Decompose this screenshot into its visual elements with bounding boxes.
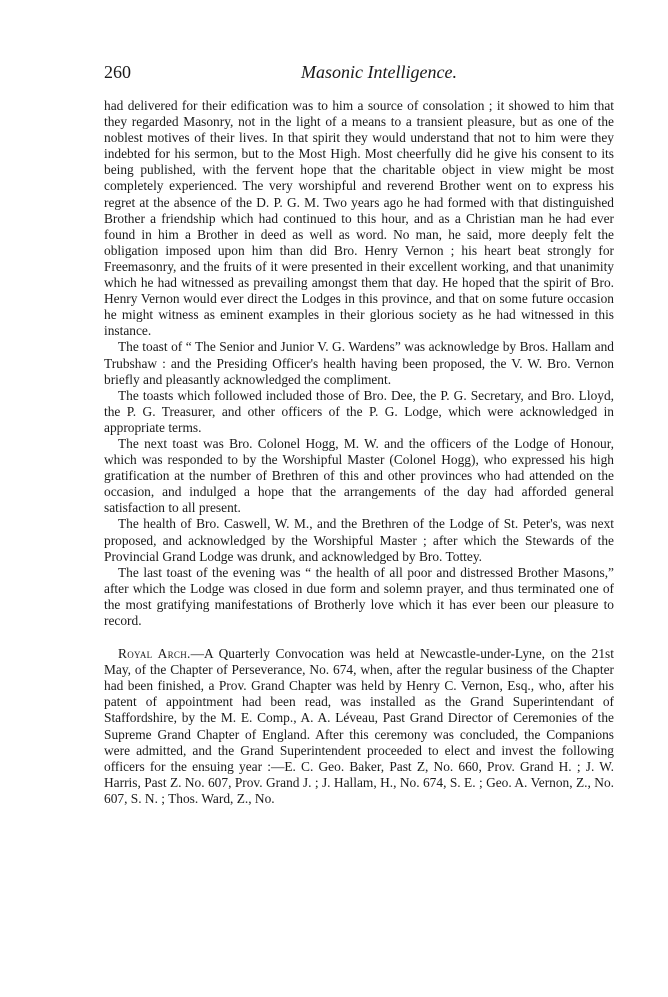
page-header: [104, 62, 614, 90]
article-body: [104, 98, 614, 807]
paragraph-last-toast: The last toast of the evening was “ the health of all poor and distressed Brother Masons,” after which the Lodge was closed in due form and solemn prayer, and thus terminated one of the most gratifying manifestations of Brotherly love which it has ever been our pleasure to record.: [104, 564, 614, 628]
paragraph-sermon-reply: had delivered for their edification was to him a source of consolation ; it showed to him that they regarded Masonry, not in the light of a means to a transient pleasure, but as one of the noblest motives of their lives. In that spirit they would understand that not to him were they indebted for his sermon, but to the Most High. Most cheerfully did he give his consent to its being published, with the fervent hope that the charitable object in view might be most completely experienced. The very worshipful and reverend Brother went on to express his regret at the absence of the D. P. G. M. Two years ago he had formed with that distinguished Brother a friendship which had continued to this hour, and as a Christian man he had ever found in him a Brother in deed as well as word. No man, he said, more deeply felt the obligation imposed upon him than did Bro. Henry Vernon ; his heart beat strongly for Freemasonry, and the fruits of it were presented in their excellent working, and that unanimity which he had witnessed as prevailing amongst them that day. He hoped that the spirit of Bro. Henry Vernon would ever direct the Lodges in this province, and that on some future occasion he might witness as eminent examples in their glorious society as he had witnessed in this instance.: [104, 98, 614, 339]
section-heading: Royal Arch.: [118, 646, 191, 662]
page-number: 260: [104, 62, 131, 82]
paragraph-colonel-hogg-toast: The next toast was Bro. Colonel Hogg, M. W. and the officers of the Lodge of Honour, which was responded to by the Worshipful Master (Colonel Hogg), who expressed his high gratification at the number of Brethren of this and other provinces who had attended on the occasion, and indulged a hope that the arrangements of the day had afforded general satisfaction to all present.: [104, 435, 614, 516]
section-text: —A Quarterly Convocation was held at Newcastle-under-Lyne, on the 21st May, of the Chapter of Perseverance, No. 674, when, after the regular business of the Chapter had been finished, a Prov. Grand Chapter was held by Henry C. Vernon, Esq., who, after his patent of appointment had been read, was installed as the Grand Superintendant of Staffordshire, by the M. E. Comp., A. A. Léveau, Past Grand Director of Ceremonies of the Supreme Grand Chapter of England. After this ceremony was concluded, the Companions were admitted, and the Grand Superintendent proceeded to elect and invest the following officers for the ensuing year :—E. C. Geo. Baker, Past Z, No. 660, Prov. Grand H. ; J. W. Harris, Past Z. No. 607, Prov. Grand J. ; J. Hallam, H., No. 674, S. E. ; Geo. A. Vernon, Z., No. 607, S. N. ; Thos. Ward, Z., No.: [104, 646, 614, 806]
running-head: Masonic Intelligence.: [301, 62, 457, 82]
paragraph-wardens-toast: The toast of “ The Senior and Junior V. G. Wardens” was acknowledge by Bros. Hallam and Trubshaw : and the Presiding Officer's health having been proposed, the V. W. Bro. Vernon briefly and pleasantly acknowledged the compliment.: [104, 339, 614, 387]
paragraph-officers-toasts: The toasts which followed included those of Bro. Dee, the P. G. Secretary, and Bro. Lloyd, the P. G. Treasurer, and other officers of the P. G. Lodge, which were acknowledged in appropriate terms.: [104, 387, 614, 435]
paragraph-caswell-toast: The health of Bro. Caswell, W. M., and the Brethren of the Lodge of St. Peter's, was next proposed, and acknowledged by the Worshipful Master ; after which the Stewards of the Provincial Grand Lodge was drunk, and acknowledged by Bro. Tottey.: [104, 516, 614, 564]
section-royal-arch: [104, 646, 614, 807]
